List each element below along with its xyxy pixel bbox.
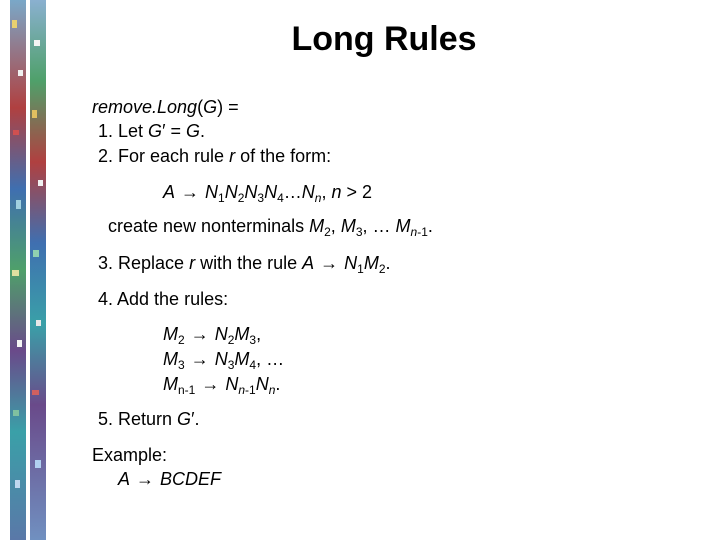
arrow-icon: → — [320, 253, 339, 273]
function-header — [92, 96, 239, 118]
example-rule: A → BCDEF — [118, 469, 222, 489]
create-nonterminals-line: create new nonterminals $M_2$, $M_3$, … $M_{n-1}$. — [108, 216, 433, 239]
step-1: 1. Let G′ = G. — [98, 121, 205, 141]
step-3: 3. Replace r with the rule $A \to N_1M_2$. — [98, 253, 391, 276]
decorative-strip-left — [10, 0, 26, 540]
header-text: remove.Long(G) = — [92, 97, 239, 117]
new-rule-1: $M_2 \to N_2M_3$, — [163, 324, 262, 347]
rule-form: $A \to N_1N_2N_3N_4\dots N_n$, n > 2 — [163, 182, 373, 205]
slide-title: Long Rules — [291, 20, 477, 58]
arrow-icon: → — [190, 349, 209, 369]
arrow-icon: → — [190, 324, 209, 344]
new-rule-2: $M_3 \to N_3M_4$, … — [163, 349, 285, 372]
step-2: 2. For each rule r of the form: — [98, 146, 332, 166]
example-label: Example: — [92, 445, 168, 465]
arrow-icon: → — [201, 374, 220, 394]
step-5: 5. Return G′. — [98, 409, 200, 429]
new-rule-3: $M_{n-1} \to N_{n-1}N_n$. — [163, 374, 281, 397]
step-4: 4. Add the rules: — [98, 289, 229, 309]
decorative-strip-right — [30, 0, 46, 540]
arrow-icon: → — [136, 469, 155, 489]
arrow-icon: → — [181, 182, 200, 202]
